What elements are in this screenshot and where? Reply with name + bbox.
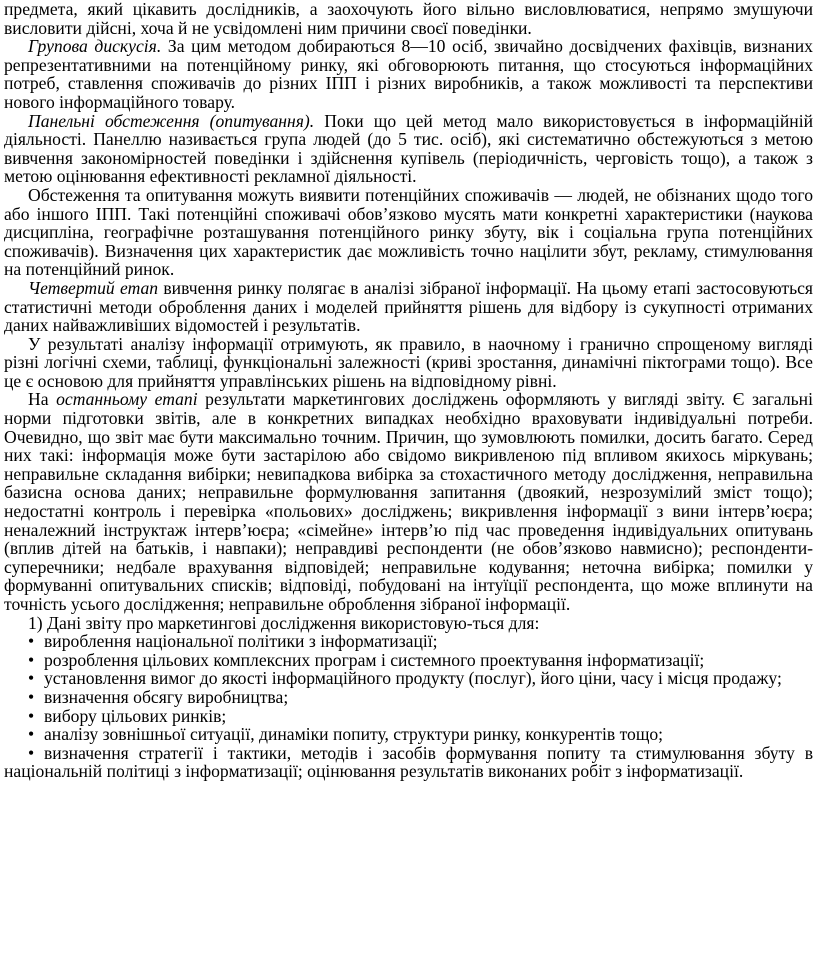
- term-group-discussion: Групова дискусія.: [28, 36, 162, 57]
- paragraph-text: За цим методом добираються 8—10 осіб, звичайно досвідчених фахівців, визнаних репрезентативними на потенційному ринку, які обговорюють питання, що стосуються інформаційних потреб, ставлення споживачів до різних ІПП і різних виробників, а також можливості та перспективи нового інформаційного товару.: [4, 36, 813, 112]
- paragraph-continuation: [4, 0, 813, 37]
- list-item-text: аналізу зовнішньої ситуації, динаміки попиту, структури ринку, конкурентів тощо;: [44, 724, 664, 745]
- paragraph-text: вивчення ринку полягає в аналізі зібраної інформації. На цьому етапі застосовуються статистичні методи оброблення даних і моделей прийняття рішень для відбору із сукупності отриманих даних найважливіших відомостей і результатів.: [4, 277, 813, 336]
- list-item: [4, 744, 813, 781]
- term-fourth-stage: Четвертий етап: [28, 277, 159, 298]
- list-item: [4, 651, 813, 670]
- paragraph-report-usage: [4, 614, 813, 633]
- bullet-icon: •: [28, 742, 35, 763]
- paragraph-panel-surveys: [4, 112, 813, 186]
- paragraph-fourth-stage: [4, 279, 813, 335]
- list-item-text: визначення стратегії і тактики, методів і засобів формування попиту та стимулювання збуту в національній політиці з інформатизації; оцінювання результатів виконаних робіт з інформатизації.: [4, 742, 813, 782]
- list-item: [4, 725, 813, 744]
- paragraph-last-stage: [4, 390, 813, 613]
- list-item-text: вироблення національної політики з інформатизації;: [44, 631, 438, 652]
- paragraph-text: 1) Дані звіту про маркетингові дослідження використовую-ться для:: [28, 612, 540, 633]
- paragraph-potential-consumers: [4, 186, 813, 279]
- list-item-text: вибору цільових ринків;: [44, 705, 227, 726]
- report-usage-list: [4, 632, 813, 781]
- list-item: [4, 632, 813, 651]
- paragraph-text: предмета, який цікавить дослідників, а заохочують його вільно висловлюватися, непрямо змушуючи висловити дійсні, хоча й не усвідомлені ним причини своєї поведінки.: [4, 0, 813, 38]
- list-item: [4, 669, 813, 688]
- paragraph-text-prefix: На: [28, 389, 57, 410]
- bullet-icon: •: [28, 686, 35, 707]
- paragraph-text: результати маркетингових досліджень оформляють у вигляді звіту. Є загальні норми підготовки звітів, але в конкретних випадках необхідно враховувати індивідуальні потреби. Очевидно, що звіт має бути максимально точним. Причин, що зумовлюють помилки, досить багато. Серед них такі: інформація може бути застарілою або свідомо викривленою під впливом якихось міркувань; неправильне складання вибірки; невипадкова вибірка за стохастичного методу дослідження, неправильна базисна основа даних; неправильне формулювання запитання (двоякий, незрозумілий зміст тощо); недостатні контроль і перевірка «польових» досліджень; викривлення інформації з вини інтерв’юєра; неналежний інструктаж інтерв’юєра; «сімейне» інтерв’ю під час проведення індивідуальних опитувань (вплив дітей на батьків, і навпаки); неправдиві респонденти (не обов’язково навмисно); респонденти-суперечники; недбале врахування відповідей; неправильне кодування; неточна вибірка; помилки у формуванні опитувальних списків; відповіді, побудовані на інтуїції респондента, що може вплинути на точність усього дослідження; неправильне оброблення зібраної інформації.: [4, 389, 813, 614]
- bullet-icon: •: [28, 724, 35, 745]
- list-item-text: визначення обсягу виробництва;: [44, 686, 289, 707]
- paragraph-analysis-results: [4, 335, 813, 391]
- bullet-icon: •: [28, 705, 35, 726]
- paragraph-text: Обстеження та опитування можуть виявити потенційних споживачів — людей, не обізнаних щодо того або іншого ІПП. Такі потенційні споживачі обов’язково мусять мати конкретні характеристики (наукова дисципліна, географічне розташування потенційного ринку збуту, вік і соціальна група потенційних споживачів). Визначення цих характеристик дає можливість точно націлити збут, рекламу, стимулювання на потенційний ринок.: [4, 184, 813, 280]
- term-panel-surveys: Панельні обстеження (опитування).: [28, 110, 315, 131]
- list-item-text: установлення вимог до якості інформаційного продукту (послуг), його ціни, часу і місця продажу;: [44, 668, 782, 689]
- paragraph-group-discussion: [4, 37, 813, 111]
- list-item: [4, 688, 813, 707]
- bullet-icon: •: [28, 649, 35, 670]
- paragraph-text: У результаті аналізу інформації отримують, як правило, в наочному і гранично спрощеному вигляді різні логічні схеми, таблиці, функціональні залежності (криві зростання, динамічні піктограми тощо). Все це є основою для прийняття управлінських рішень на відповідному рівні.: [4, 333, 813, 391]
- list-item-text: розроблення цільових комплексних програм і системного проектування інформатизації;: [44, 649, 705, 670]
- bullet-icon: •: [28, 668, 35, 689]
- term-last-stage: останньому етапі: [56, 389, 198, 410]
- list-item: [4, 707, 813, 726]
- paragraph-text: Поки що цей метод мало використовується в інформаційній діяльності. Панеллю називається група людей (до 5 тис. осіб), які систематично обстежуються з метою вивчення закономірностей поведінки і здійснення купівель (періодичність, черговість тощо), а також з метою оцінювання ефективності рекламної діяльності.: [4, 110, 813, 187]
- bullet-icon: •: [28, 631, 35, 652]
